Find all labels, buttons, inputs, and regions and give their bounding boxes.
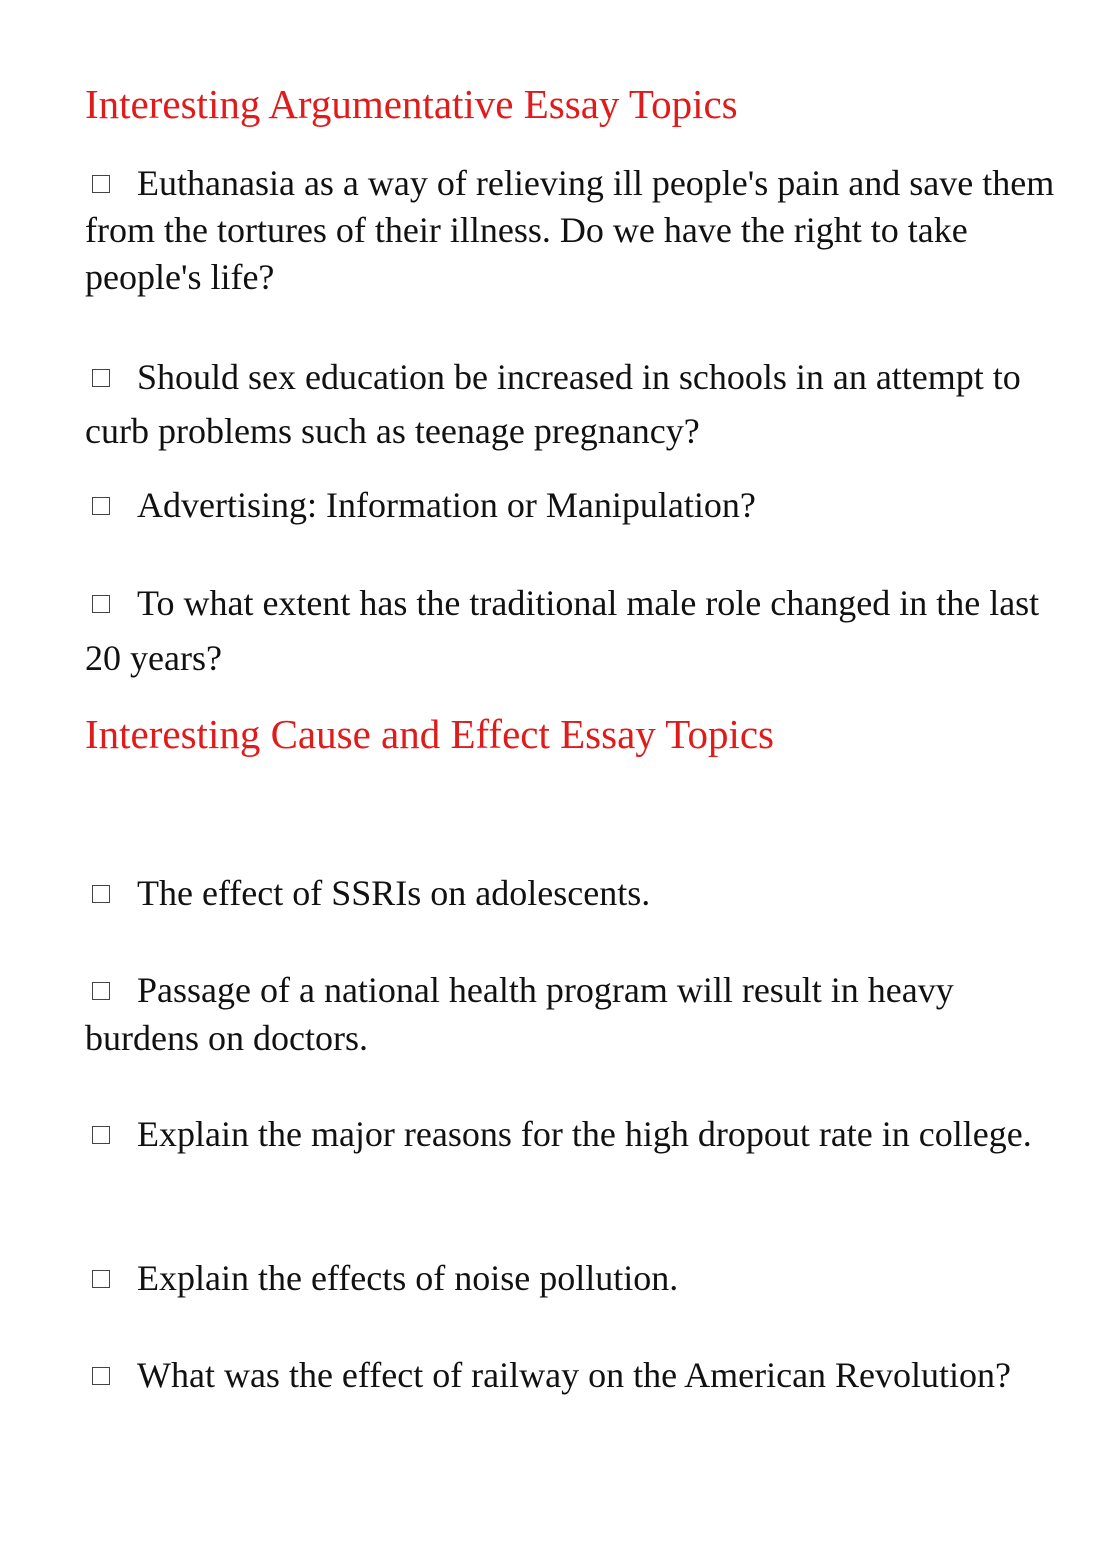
list-item-text: Explain the effects of noise pollution. [137, 1258, 679, 1298]
list-item-text: To what extent has the traditional male role changed in the last 20 years? [85, 583, 1040, 678]
list-item-text: Euthanasia as a way of relieving ill people's pain and save them from the tortures of their illness. Do we have the right to take people's life? [85, 163, 1055, 297]
empty-square-icon [92, 1270, 110, 1288]
section-heading-argumentative: Interesting Argumentative Essay Topics [85, 81, 738, 127]
list-item [85, 160, 1075, 301]
list-item-text: Passage of a national health program will result in heavy burdens on doctors. [85, 970, 954, 1058]
list-item [85, 480, 1075, 530]
section-heading-cause-effect: Interesting Cause and Effect Essay Topics [85, 711, 775, 757]
empty-square-icon [92, 885, 110, 903]
list-item [85, 868, 1075, 918]
empty-square-icon [92, 497, 110, 515]
list-item [85, 966, 1075, 1062]
list-item-text: The effect of SSRIs on adolescents. [137, 873, 651, 913]
list-item [85, 350, 1075, 458]
empty-square-icon [92, 595, 110, 613]
list-item-text: Should sex education be increased in schools in an attempt to curb problems such as teenage pregnancy? [85, 357, 1021, 451]
list-item [85, 1254, 1075, 1302]
list-item [85, 1110, 1075, 1158]
empty-square-icon [92, 175, 110, 193]
list-item [85, 1348, 1075, 1402]
empty-square-icon [92, 1126, 110, 1144]
empty-square-icon [92, 1367, 110, 1385]
empty-square-icon [92, 982, 110, 1000]
list-item-text: Explain the major reasons for the high dropout rate in college. [137, 1114, 1032, 1154]
list-item-text: Advertising: Information or Manipulation? [137, 485, 756, 525]
empty-square-icon [92, 369, 110, 387]
list-item-text: What was the effect of railway on the American Revolution? [137, 1355, 1012, 1395]
list-item [85, 576, 1075, 686]
